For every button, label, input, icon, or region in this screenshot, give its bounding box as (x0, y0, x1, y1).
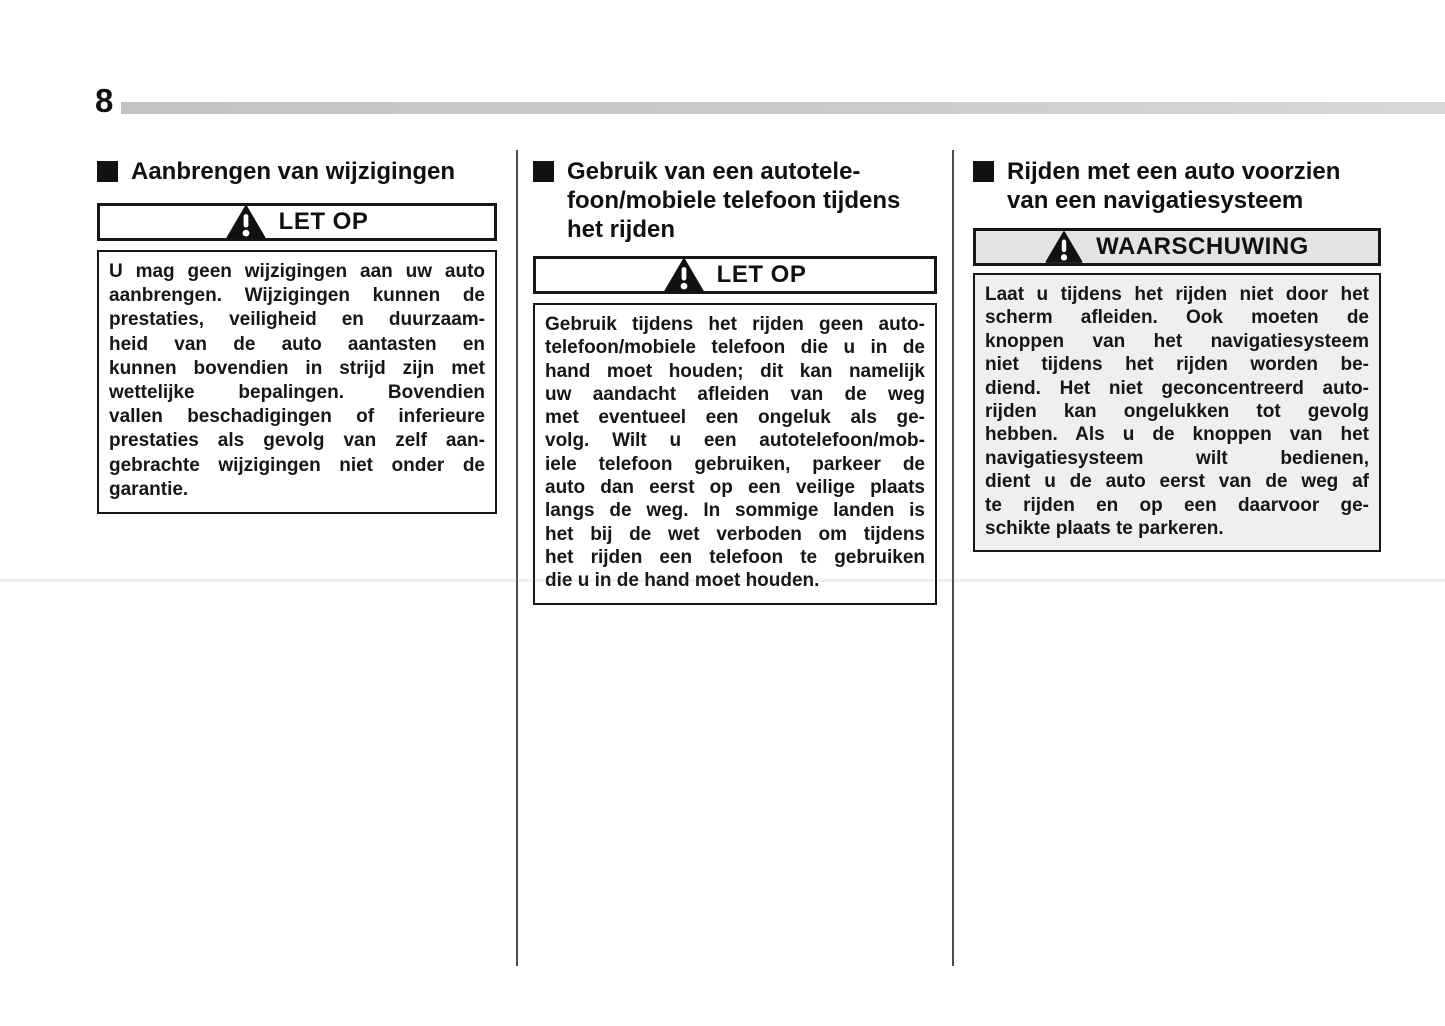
section-heading (533, 157, 937, 244)
header-rule (121, 102, 1445, 114)
section-phone-use (533, 157, 937, 605)
warning-body-text: Laat u tijdens het rijden niet door het scherm afleiden. Ook moeten de knoppen van het navigatiesysteem niet tijdens het rijden worden be- diend. Het niet geconcentreerd auto- rijden kan ongelukken tot gevolg hebben. Als u de knoppen van het navigatiesysteem wilt bedienen, dient u de auto eerst van de weg af te rijden en op een daarvoor ge- schikte plaats te parkeren. (973, 273, 1381, 552)
section-title: Gebruik van een autotele- foon/mobiele telefoon tijdens het rijden (567, 158, 901, 243)
section-title: Rijden met een auto voorzien van een navigatiesysteem (1007, 158, 1341, 214)
scan-artifact-line (0, 579, 1445, 582)
black-square-bullet-icon (97, 161, 118, 182)
page-number: 8 (95, 82, 114, 119)
alert-label: WAARSCHUWING (1096, 233, 1309, 260)
warning-triangle-icon (664, 258, 704, 292)
caution-header-box (533, 256, 937, 294)
column-divider-right (952, 150, 954, 966)
section-heading (97, 157, 497, 186)
section-modifications (97, 157, 497, 514)
warning-header-box (973, 228, 1381, 266)
black-square-bullet-icon (973, 161, 994, 182)
column-divider-left (516, 150, 518, 966)
caution-header-box (97, 203, 497, 241)
caution-body-text: Gebruik tijdens het rijden geen auto- telefoon/mobiele telefoon die u in de hand moet houden; dit kan namelijk uw aandacht afleiden van de weg met eventueel een ongeluk als ge- volg. Wilt u een autotelefoon/mob- iele telefoon gebruiken, parkeer de auto dan eerst op een veilige plaats langs de weg. In sommige landen is het bij de wet verboden om tijdens het rijden een telefoon te gebruiken die u in de hand moet houden. (533, 303, 937, 605)
black-square-bullet-icon (533, 161, 554, 182)
alert-label: LET OP (278, 208, 369, 235)
warning-triangle-icon (1045, 231, 1083, 263)
section-heading (973, 157, 1381, 215)
alert-label: LET OP (716, 261, 807, 288)
section-title: Aanbrengen van wijzigingen (131, 158, 456, 185)
warning-triangle-icon (226, 205, 266, 239)
section-navigation-system (973, 157, 1381, 552)
caution-body-text: U mag geen wijzigingen aan uw auto aanbrengen. Wijzigingen kunnen de prestaties, veiligheid en duurzaam- heid van de auto aantasten en kunnen bovendien in strijd zijn met wettelijke bepalingen. Bovendien vallen beschadigingen of inferieure prestaties als gevolg van zelf aan- gebrachte wijzigingen niet onder de garantie. (97, 250, 497, 514)
